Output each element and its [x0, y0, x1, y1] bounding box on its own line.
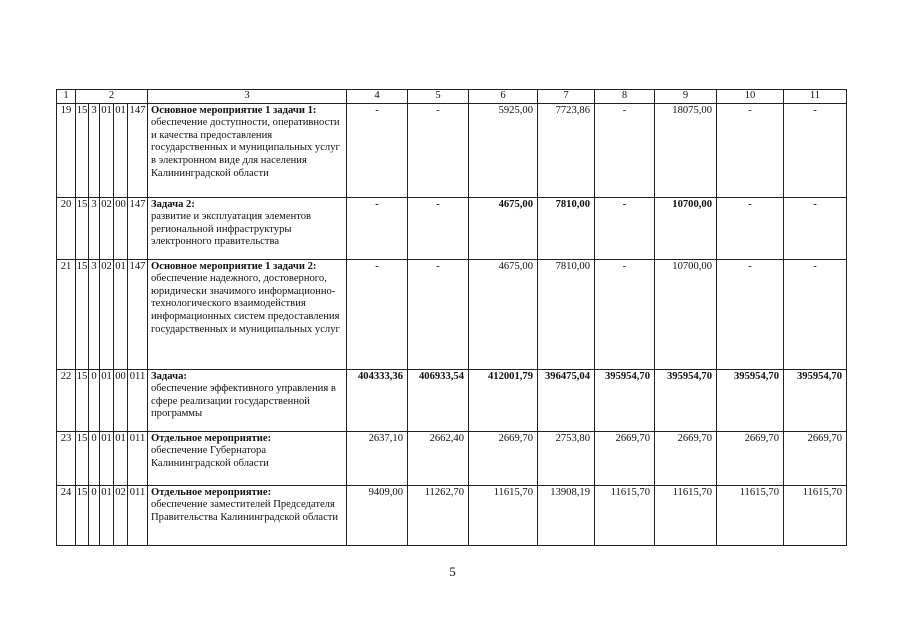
value-cell-10: 395954,70: [717, 369, 784, 431]
value-cell-7: 396475,04: [538, 369, 595, 431]
code-4-cell: 01: [114, 259, 128, 369]
value-cell-5: -: [408, 103, 469, 197]
value-cell-10: -: [717, 259, 784, 369]
header-col-8: 8: [595, 90, 655, 104]
value-cell-4: -: [347, 259, 408, 369]
description-cell: [148, 485, 347, 545]
code-2-cell: 3: [89, 259, 100, 369]
item-title: Основное мероприятие 1 задачи 2:: [151, 260, 317, 272]
value-cell-6: 4675,00: [469, 197, 538, 259]
item-description: развитие и эксплуатация элементов региональной инфраструктуры электронного правительства: [151, 211, 312, 248]
description-cell: [148, 431, 347, 485]
value-cell-7: 13908,19: [538, 485, 595, 545]
code-3-cell: 01: [100, 485, 114, 545]
value-cell-10: 11615,70: [717, 485, 784, 545]
code-1-cell: 15: [76, 197, 89, 259]
table-row: [57, 103, 847, 197]
value-cell-8: -: [595, 259, 655, 369]
value-cell-10: -: [717, 103, 784, 197]
value-cell-7: 2753,80: [538, 431, 595, 485]
header-col-11: 11: [784, 90, 847, 104]
code-1-cell: 15: [76, 369, 89, 431]
code-4-cell: 01: [114, 103, 128, 197]
code-4-cell: 00: [114, 197, 128, 259]
budget-table: [56, 89, 847, 546]
description-cell: [148, 259, 347, 369]
value-cell-8: 11615,70: [595, 485, 655, 545]
item-description: обеспечение заместителей Председателя Правительства Калининградской области: [151, 499, 339, 523]
code-5-cell: 011: [128, 485, 148, 545]
code-5-cell: 011: [128, 369, 148, 431]
table-row: [57, 259, 847, 369]
value-cell-7: 7810,00: [538, 259, 595, 369]
code-3-cell: 01: [100, 369, 114, 431]
row-number-cell: 22: [57, 369, 76, 431]
item-title: Задача:: [151, 370, 187, 382]
value-cell-11: 11615,70: [784, 485, 847, 545]
value-cell-11: -: [784, 259, 847, 369]
header-col-1: 1: [57, 90, 76, 104]
value-cell-6: 412001,79: [469, 369, 538, 431]
item-description: обеспечение доступности, оперативности и качества предоставления государственных и муниципальных услуг в электронном виде для населения Калининградской области: [151, 117, 340, 179]
row-number-cell: 19: [57, 103, 76, 197]
table-row: [57, 197, 847, 259]
code-5-cell: 147: [128, 103, 148, 197]
value-cell-11: 2669,70: [784, 431, 847, 485]
value-cell-6: 2669,70: [469, 431, 538, 485]
code-2-cell: 3: [89, 197, 100, 259]
value-cell-6: 4675,00: [469, 259, 538, 369]
row-number-cell: 20: [57, 197, 76, 259]
value-cell-9: 10700,00: [655, 259, 717, 369]
item-description: обеспечение эффективного управления в сфере реализации государственной программы: [151, 383, 336, 420]
value-cell-5: 11262,70: [408, 485, 469, 545]
code-2-cell: 0: [89, 431, 100, 485]
value-cell-10: -: [717, 197, 784, 259]
item-description: обеспечение Губернатора Калининградской области: [151, 445, 269, 469]
value-cell-8: 2669,70: [595, 431, 655, 485]
item-title: Отдельное мероприятие:: [151, 486, 272, 498]
value-cell-10: 2669,70: [717, 431, 784, 485]
row-number-cell: 24: [57, 485, 76, 545]
value-cell-4: 2637,10: [347, 431, 408, 485]
value-cell-7: 7723,86: [538, 103, 595, 197]
code-4-cell: 02: [114, 485, 128, 545]
value-cell-9: 395954,70: [655, 369, 717, 431]
row-number-cell: 21: [57, 259, 76, 369]
row-number-cell: 23: [57, 431, 76, 485]
budget-table-container: [56, 89, 847, 546]
table-body: [57, 90, 847, 546]
description-cell: [148, 197, 347, 259]
value-cell-4: -: [347, 103, 408, 197]
code-2-cell: 3: [89, 103, 100, 197]
header-col-9: 9: [655, 90, 717, 104]
header-col-5: 5: [408, 90, 469, 104]
page-number: 5: [449, 564, 456, 579]
value-cell-9: 11615,70: [655, 485, 717, 545]
code-5-cell: 011: [128, 431, 148, 485]
code-3-cell: 02: [100, 259, 114, 369]
code-5-cell: 147: [128, 259, 148, 369]
item-title: Задача 2:: [151, 198, 195, 210]
value-cell-4: 404333,36: [347, 369, 408, 431]
value-cell-8: 395954,70: [595, 369, 655, 431]
value-cell-11: 395954,70: [784, 369, 847, 431]
table-row: [57, 369, 847, 431]
item-title: Основное мероприятие 1 задачи 1:: [151, 104, 317, 116]
value-cell-5: 406933,54: [408, 369, 469, 431]
header-col-4: 4: [347, 90, 408, 104]
code-5-cell: 147: [128, 197, 148, 259]
value-cell-6: 11615,70: [469, 485, 538, 545]
header-col-3: 3: [148, 90, 347, 104]
table-row: [57, 485, 847, 545]
code-1-cell: 15: [76, 103, 89, 197]
code-3-cell: 02: [100, 197, 114, 259]
code-1-cell: 15: [76, 259, 89, 369]
header-col-10: 10: [717, 90, 784, 104]
code-4-cell: 01: [114, 431, 128, 485]
value-cell-8: -: [595, 197, 655, 259]
header-col-7: 7: [538, 90, 595, 104]
value-cell-9: 2669,70: [655, 431, 717, 485]
code-1-cell: 15: [76, 485, 89, 545]
value-cell-11: -: [784, 197, 847, 259]
value-cell-7: 7810,00: [538, 197, 595, 259]
code-3-cell: 01: [100, 431, 114, 485]
item-title: Отдельное мероприятие:: [151, 432, 272, 444]
value-cell-9: 18075,00: [655, 103, 717, 197]
description-cell: [148, 103, 347, 197]
description-cell: [148, 369, 347, 431]
code-4-cell: 00: [114, 369, 128, 431]
code-2-cell: 0: [89, 485, 100, 545]
header-col-2: 2: [76, 90, 148, 104]
value-cell-5: -: [408, 197, 469, 259]
code-3-cell: 01: [100, 103, 114, 197]
code-2-cell: 0: [89, 369, 100, 431]
value-cell-4: 9409,00: [347, 485, 408, 545]
value-cell-9: 10700,00: [655, 197, 717, 259]
item-description: обеспечение надежного, достоверного, юридически значимого информационно-технологического взаимодействия информационных систем предоставления государственных и муниципальных услуг: [151, 273, 340, 335]
table-header-row: [57, 90, 847, 104]
value-cell-5: 2662,40: [408, 431, 469, 485]
code-1-cell: 15: [76, 431, 89, 485]
value-cell-4: -: [347, 197, 408, 259]
value-cell-5: -: [408, 259, 469, 369]
value-cell-8: -: [595, 103, 655, 197]
table-row: [57, 431, 847, 485]
value-cell-6: 5925,00: [469, 103, 538, 197]
value-cell-11: -: [784, 103, 847, 197]
header-col-6: 6: [469, 90, 538, 104]
